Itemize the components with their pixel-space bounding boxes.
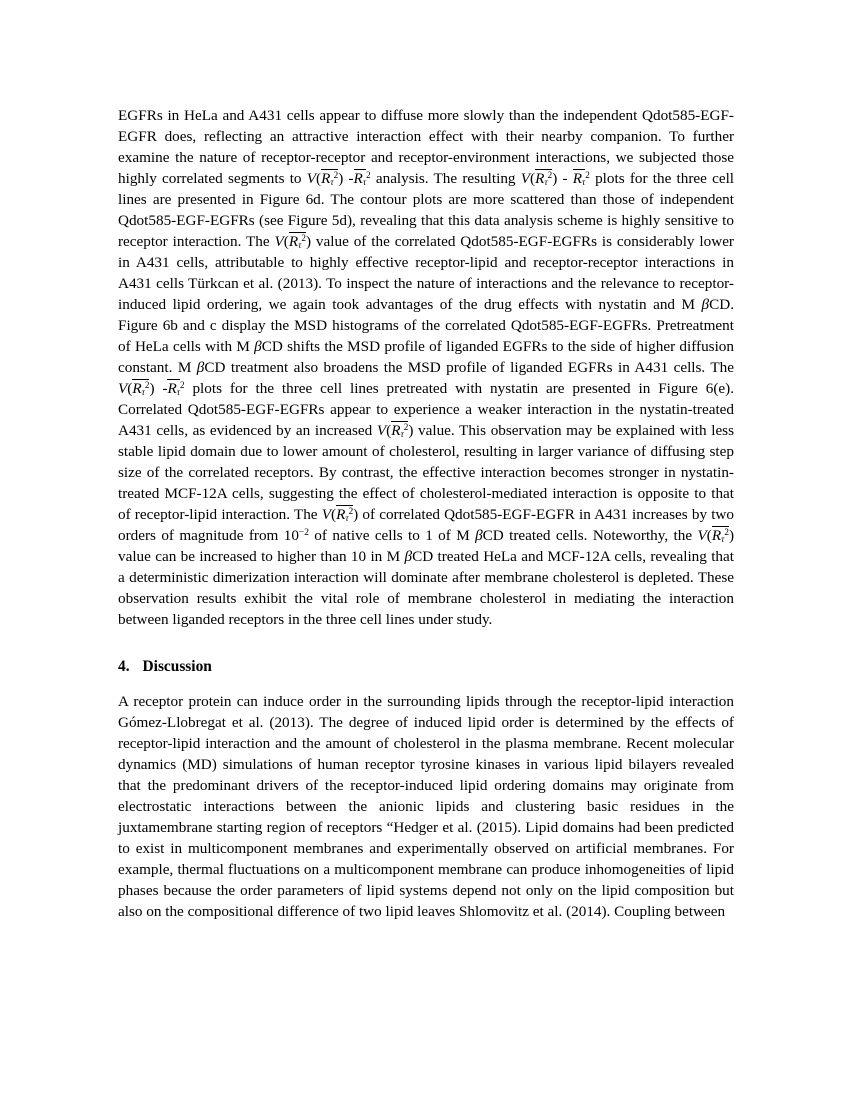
section-title: Discussion xyxy=(142,658,212,675)
math-variance-expression: $V(R_\tau^2)$ xyxy=(697,527,734,545)
page-content xyxy=(118,105,734,922)
math-variance-expression: $V(R_\tau^2)$ xyxy=(520,170,558,188)
math-mean-square-displacement: $R_\tau^2$ xyxy=(572,170,590,188)
paragraph-discussion-intro: A receptor protein can induce order in the surrounding lipids through the receptor-lipid interaction Gómez-Llobregat et al. (2013). The degree of induced lipid order is determined by the effects of receptor-lipid interaction and the amount of cholesterol in the plasma membrane. Recent molecular dynamics (MD) simulations of human receptor tyrosine kinases in various lipid bilayers revealed that the predominant drivers of the receptor-induced lipid ordering domains may originate from electrostatic interactions between the anionic lipids and clustering basic residues in the juxtamembrane starting region of receptors “Hedger et al. (2015). Lipid domains had been predicted to exist in multicomponent membranes and experimentally observed on artificial membranes. For example, thermal fluctuations on a multicomponent membrane can produce inhomogeneities of lipid phases because the order parameters of lipid systems depend not only on the lipid composition but also on the compositional difference of two lipid leaves Shlomovitz et al. (2014). Coupling between xyxy=(118,693,734,920)
math-mean-square-displacement: $R_\tau^2$ xyxy=(353,170,371,188)
paragraph-egfr-interaction-analysis: EGFRs in HeLa and A431 cells appear to diffuse more slowly than the independent Qdot585-EGF-EGFR does, reflecting an attractive interaction effect with their nearby companion. To further examine the nature of receptor-receptor and receptor-environment interactions, we subjected those highly correlated segments to $V(R_\tau^2)$ $-R_\tau^2$ analysis. The resulting $V(R_\tau^2) - R_\tau^2$ plots for the three cell lines are presented in Figure 6d. The contour plots are more scattered than those of independent Qdot585-EGF-EGFRs (see Figure 5d), revealing that this data analysis scheme is highly sensitive to receptor interaction. The $V(R_\tau^2)$ value of the correlated Qdot585-EGF-EGFRs is considerably lower in A431 cells, attributable to highly effective receptor-lipid and receptor-receptor interactions in A431 cells Türkcan et al. (2013). To inspect the nature of interactions and the relevance to receptor-induced lipid ordering, we again took advantages of the drug effects with nystatin and M βCD. Figure 6b and c display the MSD histograms of the correlated Qdot585-EGF-EGFRs. Pretreatment of HeLa cells with M βCD shifts the MSD profile of liganded EGFRs to the side of higher diffusion constant. M βCD treatment also broadens the MSD profile of liganded EGFRs in A431 cells. The $V(R_\tau^2)$ $-R_\tau^2$ plots for the three cell lines pretreated with nystatin are presented in Figure 6(e). Correlated Qdot585-EGF-EGFRs appear to experience a weaker interaction in the nystatin-treated A431 cells, as evidenced by an increased $V(R_\tau^2)$ value. This observation may be explained with less stable lipid domain due to lower amount of cholesterol, resulting in larger variance of diffusing step size of the correlated receptors. By contrast, the effective interaction becomes stronger in nystatin-treated MCF-12A cells, suggesting the effect of cholesterol-mediated interaction is opposite to that of receptor-lipid interaction. The $V(R_\tau^2)$ of correlated Qdot585-EGF-EGFR in A431 increases by two orders of magnitude from $10^{-2}$ of native cells to 1 of M βCD treated cells. Noteworthy, the $V(R_\tau^2)$ value can be increased to higher than 10 in M βCD treated HeLa and MCF-12A cells, revealing that a deterministic dimerization interaction will dominate after membrane cholesterol is depleted. These observation results exhibit the vital role of membrane cholesterol in mediating the interaction between liganded receptors in the three cell lines under study. xyxy=(118,107,735,628)
math-variance-expression: $V(R_\tau^2)$ xyxy=(321,506,359,524)
math-variance-expression: $V(R_\tau^2)$ xyxy=(306,170,344,188)
math-mean-square-displacement: $R_\tau^2$ xyxy=(167,380,185,398)
math-variance-expression: $V(R_\tau^2)$ xyxy=(118,380,155,398)
section-number: 4. xyxy=(118,658,130,675)
math-variance-expression: $V(R_\tau^2)$ xyxy=(376,422,414,440)
math-variance-expression: $V(R_\tau^2)$ xyxy=(274,233,312,251)
section-heading xyxy=(118,656,734,677)
